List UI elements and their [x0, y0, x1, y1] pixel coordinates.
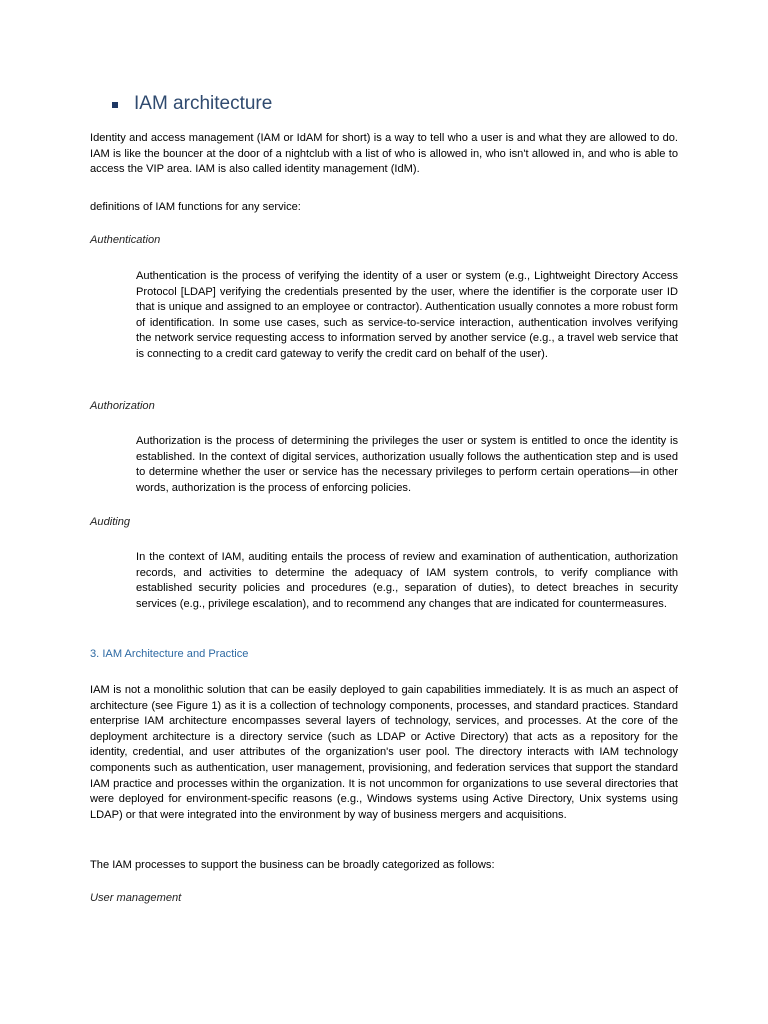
- title-text: IAM architecture: [134, 93, 273, 114]
- function-title-auditing: Auditing: [90, 516, 131, 528]
- section-paragraph: IAM is not a monolithic solution that can be easily deployed to gain capabilities immediately. It is as much an aspect of architecture (see Figure 1) as it is a collection of technology components, processes, and standard practices. Standard enterprise IAM architecture encompasses several layers of technology, services, and processes. At the core of the deployment architecture is a directory service (such as LDAP or Active Directory) that acts as a repository for the identity, credential, and user attributes of the organization's user pool. The directory interacts with IAM technology components such as authentication, user management, provisioning, and federation services that support the standard IAM practice and processes within the organization. It is not uncommon for organizations to use several directories that were deployed for environment-specific reasons (e.g., Windows systems using Active Directory, Unix systems using LDAP) or that were integrated into the environment by way of business mergers and acquisitions.: [90, 684, 678, 821]
- function-title-authorization: Authorization: [90, 400, 155, 412]
- function-text-authorization: Authorization is the process of determining the privileges the user or system is entitled to once the identity is established. In the context of digital services, authorization usually follows the authentication step and is used to determine whether the user or service has the necessary privileges to perform certain operations—in other words, authorization is the process of enforcing policies.: [136, 435, 678, 494]
- processes-intro: The IAM processes to support the business can be broadly categorized as follows:: [90, 859, 495, 871]
- intro-paragraph: Identity and access management (IAM or IdAM for short) is a way to tell who a user is and what they are allowed to do. IAM is like the bouncer at the door of a nightclub with a list of who is allowed in, who isn't allowed in, and who is able to access the VIP area. IAM is also called identity management (IdM).: [90, 132, 678, 176]
- function-text-authentication: Authentication is the process of verifying the identity of a user or system (e.g., Lightweight Directory Access Protocol [LDAP] verifying the credentials presented by the user, where the identifier is the corporate user ID that is unique and assigned to an employee or contractor). Authentication usually connotes a more robust form of identification. In some use cases, such as service-to-service interaction, authentication involves verifying the network service requesting access to information served by another service (e.g., a travel web service that is connecting to a credit card gateway to verify the credit card on behalf of the user).: [136, 270, 678, 360]
- function-text-auditing: In the context of IAM, auditing entails the process of review and examination of authentication, authorization records, and activities to determine the adequacy of IAM system controls, to verify compliance with established security policies and procedures (e.g., separation of duties), to detect breaches in security services (e.g., privilege escalation), and to recommend any changes that are indicated for countermeasures.: [136, 551, 678, 610]
- square-bullet-icon: [112, 102, 118, 108]
- function-title-authentication: Authentication: [90, 234, 161, 246]
- section-heading: 3. IAM Architecture and Practice: [90, 648, 249, 660]
- definitions-intro: definitions of IAM functions for any service:: [90, 201, 301, 213]
- subheading-user-management: User management: [90, 892, 182, 904]
- page-title: [112, 92, 272, 116]
